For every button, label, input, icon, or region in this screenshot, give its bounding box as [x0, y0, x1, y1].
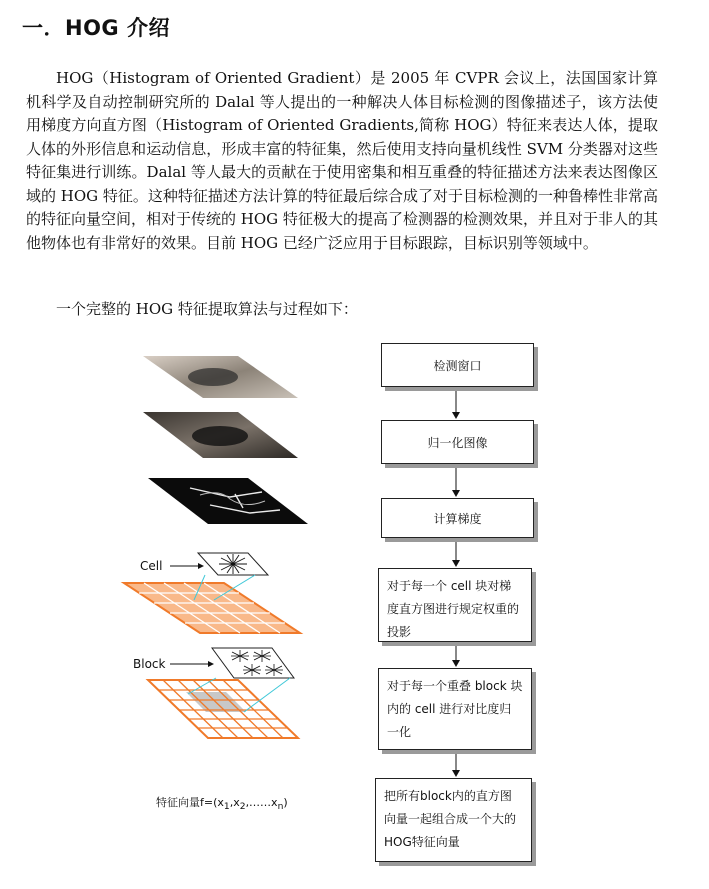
feature-vector-mid: ,x	[229, 796, 240, 809]
process-intro-paragraph: 一个完整的 HOG 特征提取算法与过程如下：	[56, 300, 358, 318]
cell-label: Cell	[140, 559, 163, 573]
intro-paragraph: HOG（Histogram of Oriented Gradient）是 2005 年 CVPR 会议上，法国国家计算机科学及自动控制研究所的 Dalal 等人提出的一种解决人体目标检测的图像描述子，该方法使用梯度方向直方图（Histogram of Oriented Gradients,简称 HOG）特征来表达人体，提取人体的外形信息和运动信息，形成丰富的特征集，然后使用支持向量机线性 SVM 分类器对这些特征集进行训练。Dalal 等人最大的贡献在于使用密集和相互重叠的特征描述方法来表达图像区域的 HOG 特征。这种特征描述方法计算的特征最后综合成了对于目标检测的一种鲁棒性非常高的特征向量空间，相对于传统的 HOG 特征极大的提高了检测器的检测效果，并且对于非人的其他物体也有非常好的效果。目前 HOG 已经广泛应用于目标跟踪，目标识别等领域中。	[26, 69, 658, 252]
feature-vector-sub2: 2	[239, 801, 246, 813]
feature-vector-dots: ,……x	[245, 796, 278, 809]
step-compute-gradient: 计算梯度	[381, 498, 534, 538]
cell-pointer-arrowhead	[198, 563, 204, 569]
feature-vector-formula	[156, 794, 288, 812]
step-detection-window: 检测窗口	[381, 343, 534, 387]
block-pointer-arrowhead	[208, 661, 214, 667]
cell-grid	[124, 583, 300, 633]
step-combine-hog-vector: 把所有block内的直方图向量一起组合成一个大的HOG特征向量	[375, 778, 532, 862]
step-normalize-image: 归一化图像	[381, 420, 534, 464]
feature-vector-sub1: 1	[223, 801, 230, 813]
feature-vector-close: )	[283, 796, 288, 809]
gradient-image	[148, 478, 308, 524]
normalized-image	[143, 412, 298, 458]
feature-vector-subn: n	[277, 801, 284, 813]
detection-window-image	[0, 356, 298, 398]
section-heading: 一．HOG 介绍	[22, 16, 170, 40]
step-cell-histogram-projection: 对于每一个 cell 块对梯度直方图进行规定权重的投影	[378, 568, 532, 642]
step-block-contrast-normalization: 对于每一个重叠 block 块内的 cell 进行对比度归一化	[378, 668, 532, 750]
feature-vector-prefix: 特征向量f=(x	[156, 796, 224, 809]
block-label: Block	[133, 657, 166, 671]
